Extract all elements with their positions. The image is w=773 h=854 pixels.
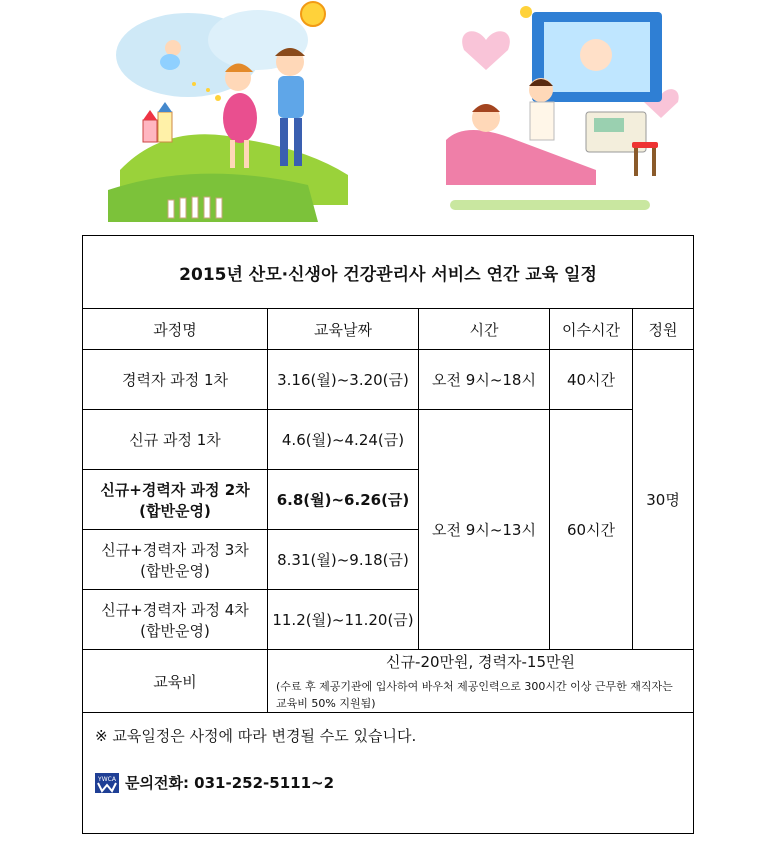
course-date: 11.2(월)~11.20(금) [268,590,419,650]
course-hours: 60시간 [550,410,633,650]
table-row [83,350,694,410]
fee-amount: 신규-20만원, 경력자-15만원 [386,652,575,671]
schedule-change-notice: ※ 교육일정은 사정에 따라 변경될 수도 있습니다. [95,727,417,745]
course-name-line1: 신규+경력자 과정 2차 [100,480,250,499]
course-name: 경력자 과정 1차 [83,350,268,410]
course-name [83,590,268,650]
course-time: 오전 9시~13시 [419,410,550,650]
fee-note: (수료 후 제공기관에 입사하여 바우처 제공인력으로 300시간 이상 근무한 재직자는 교육비 50% 지원됨) [276,679,673,710]
table-row [83,410,694,470]
ultrasound-illustration [436,0,698,222]
course-name-line2: (합반운영) [140,621,210,640]
fee-detail [268,650,694,713]
course-date: 6.8(월)~6.26(금) [268,470,419,530]
course-name-line1: 신규+경력자 과정 4차 [101,600,249,619]
header-capacity: 정원 [633,309,694,350]
header-education-date: 교육날짜 [268,309,419,350]
ywca-logo-text: YWCA [98,775,116,783]
fee-row [83,650,694,713]
schedule-title: 2015년 산모·신생아 건강관리사 서비스 연간 교육 일정 [83,236,694,309]
contact-phone: 문의전화: 031-252-5111~2 [125,774,335,792]
header-time: 시간 [419,309,550,350]
course-name [83,470,268,530]
course-name: 신규 과정 1차 [83,410,268,470]
contact-info [95,772,681,793]
course-date: 3.16(월)~3.20(금) [268,350,419,410]
notes-cell [83,713,694,834]
course-name-line2: (합반운영) [139,501,211,520]
course-capacity: 30명 [633,350,694,650]
ywca-logo-icon [95,773,119,793]
course-time: 오전 9시~18시 [419,350,550,410]
course-date: 8.31(월)~9.18(금) [268,530,419,590]
header-course-name: 과정명 [83,309,268,350]
course-name-line2: (합반운영) [140,561,210,580]
education-schedule-table [82,235,694,834]
course-date: 4.6(월)~4.24(금) [268,410,419,470]
fee-label: 교육비 [83,650,268,713]
couple-walking-illustration [108,0,370,222]
course-name [83,530,268,590]
notes-row [83,713,694,834]
course-hours: 40시간 [550,350,633,410]
header-completion-hours: 이수시간 [550,309,633,350]
course-name-line1: 신규+경력자 과정 3차 [101,540,249,559]
